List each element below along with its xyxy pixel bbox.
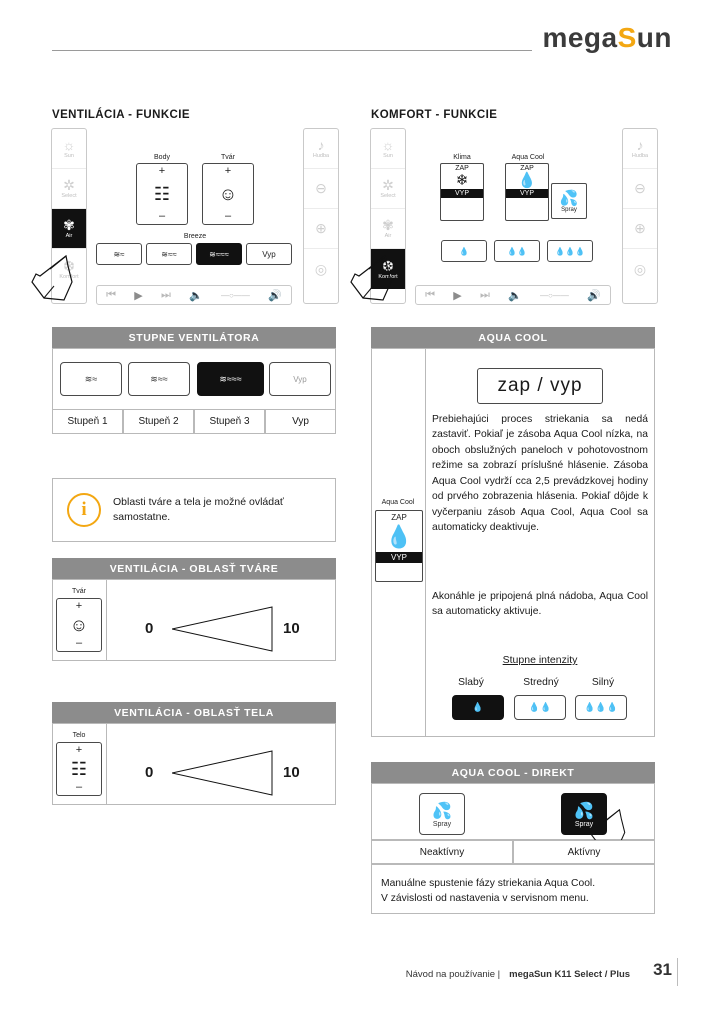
drop-1-icon: 💧	[459, 246, 469, 256]
aux-button-minus[interactable]	[304, 169, 338, 209]
spray-icon: 💦	[574, 802, 594, 820]
volume-down-icon[interactable]: 🔈	[508, 289, 522, 302]
aqua-cool-intensity-title: Stupne intenzity	[502, 654, 578, 666]
volume-up-icon[interactable]: 🔊	[268, 289, 282, 302]
face-area-min: 0	[145, 620, 154, 637]
aqua-cool-side-zap[interactable]: ZAP	[391, 513, 407, 522]
aqua-intensity-1[interactable]	[441, 240, 487, 262]
next-icon[interactable]: ⏭	[160, 288, 171, 301]
fan-level-2-icon: ≋≈≈	[150, 373, 168, 384]
fan-row-label-off: Vyp	[262, 249, 276, 259]
mode-label-komfort: Komfort	[59, 273, 79, 280]
mode-button-select[interactable]	[52, 169, 86, 209]
footer-model: megaSun K11 Select / Plus	[509, 969, 631, 980]
face-plus[interactable]: +	[224, 165, 232, 177]
aqua-cool-level-button-1[interactable]	[452, 695, 504, 720]
aqua-drop-icon: 💧	[517, 172, 537, 189]
r-mode-button-komfort[interactable]	[371, 249, 405, 289]
right-media-bar[interactable]	[415, 285, 611, 305]
body-area-control[interactable]	[56, 742, 102, 796]
fan-stage-label-off: Vyp	[265, 409, 336, 434]
drop-2-icon: 💧💧	[528, 702, 552, 712]
spray-icon: 💦	[432, 802, 452, 820]
fan-level-2-icon: ≋≈≈	[161, 249, 177, 259]
klima-vyp-label[interactable]: VYP	[441, 189, 483, 198]
fan-stage-button-2[interactable]	[128, 362, 190, 396]
volume-slider[interactable]: —○——	[540, 290, 569, 300]
face-area-caption: Tvár	[72, 588, 86, 595]
mode-label-select: Select	[61, 193, 77, 199]
drop-2-icon: 💧💧	[507, 246, 527, 256]
mode-button-komfort[interactable]	[52, 249, 86, 289]
face-area-icon: ☺	[69, 615, 89, 635]
body-minus[interactable]: –	[158, 210, 166, 222]
aux-label-music: Hudba	[312, 153, 330, 159]
body-caption: Body	[154, 154, 170, 161]
brand-un: un	[636, 22, 672, 53]
volume-slider[interactable]: —○——	[221, 290, 250, 300]
aqua-direct-note-line2: V závislosti od nastavenia v servisnom menu.	[381, 893, 589, 904]
fan-stage-button-off[interactable]	[269, 362, 331, 396]
r-mode-label-select: Select	[380, 193, 396, 199]
plus-icon: ⊕	[315, 220, 327, 236]
face-updown-control[interactable]	[202, 163, 254, 225]
right-panel-mode-column	[370, 128, 406, 304]
klima-icon: ❄	[455, 172, 469, 189]
komfort-icon: ❆	[382, 257, 394, 274]
fan-stages-title: STUPNE VENTILÁTORA	[52, 327, 336, 348]
aqua-direct-caption-inactive: Neaktívny	[371, 840, 513, 864]
info-note	[52, 478, 336, 542]
select-icon: ✲	[63, 177, 75, 193]
play-icon[interactable]: ▶	[134, 289, 143, 302]
fan-level-3-icon: ≋≈≈≈	[219, 373, 242, 384]
aqua-cool-divider	[425, 349, 426, 736]
volume-up-icon[interactable]: 🔊	[587, 289, 601, 302]
r-mode-label-komfort: Komfort	[378, 273, 398, 280]
footer	[406, 960, 672, 980]
aqua-cool-side-vyp[interactable]: VYP	[376, 552, 422, 563]
fan-row-button-off[interactable]	[246, 243, 292, 265]
left-column-title: VENTILÁCIA - FUNKCIE	[52, 109, 190, 121]
music-icon: ♪	[317, 137, 325, 153]
aqua-cool-toggle[interactable]	[477, 368, 603, 404]
aqua-direct-title: AQUA COOL - DIREKT	[371, 762, 655, 783]
volume-down-icon[interactable]: 🔈	[189, 289, 203, 302]
fan-level-3-icon: ≋≈≈≈	[209, 249, 229, 259]
r-mode-button-select[interactable]	[371, 169, 405, 209]
aqua-cool-title: AQUA COOL	[371, 327, 655, 348]
r-aux-button-minus[interactable]	[623, 169, 657, 209]
aqua-direct-button-active[interactable]	[561, 793, 607, 835]
mode-label-sun: Sun	[64, 153, 74, 159]
drop-1-icon: 💧	[472, 702, 484, 712]
fan-stage-label-1: Stupeň 1	[52, 409, 123, 434]
fan-row-button-3[interactable]	[196, 243, 242, 265]
fan-level-1-icon: ≋≈	[84, 373, 98, 384]
music-icon: ♪	[636, 137, 644, 153]
aqua-cool-level-button-2[interactable]	[514, 695, 566, 720]
footer-text: Návod na používanie |	[405, 969, 501, 980]
aqua-cool-paragraph-1: Prebiehajúci proces striekania sa nedá zastaviť. Pokiaľ je zásoba Aqua Cool nízka, na oboch obslužných paneloch v pohotovostnom režime sa zobrazí príslušné hlásenie. Zásoba Aqua Cool vydrží cca 2,5 prevádzkovej hodiny od prvého zobrazenia hlásenia. Pokiaľ dôjde k vyčerpaniu zásob Aqua Cool, Aqua Cool sa automaticky deaktivuje.	[432, 414, 648, 534]
aqua-zap-label[interactable]: ZAP	[520, 165, 534, 172]
fan-stage-button-3[interactable]	[197, 362, 264, 396]
aqua-cool-level-button-3[interactable]	[575, 695, 627, 720]
fan-level-1-icon: ≋≈	[113, 249, 125, 259]
left-panel-aux-column	[303, 128, 339, 304]
info-note-text: Oblasti tváre a tela je možné ovládať samostatne.	[113, 495, 284, 523]
prev-icon[interactable]: ⏮	[425, 288, 436, 301]
fan-stage-label-3: Stupeň 3	[194, 409, 265, 434]
klima-zap-label[interactable]: ZAP	[455, 165, 469, 172]
sun-icon: ☼	[62, 137, 76, 153]
minus-icon: ⊖	[315, 180, 327, 196]
r-aux-button-music[interactable]	[623, 129, 657, 169]
aqua-direct-panel	[371, 783, 655, 840]
aux-button-music[interactable]	[304, 129, 338, 169]
brand-logo	[542, 22, 672, 54]
minus-icon: ⊖	[634, 180, 646, 196]
body-updown-control[interactable]	[136, 163, 188, 225]
info-icon: i	[67, 493, 101, 527]
face-area-divider	[106, 580, 107, 660]
drop-3-icon: 💧💧💧	[584, 702, 618, 712]
body-area-max: 10	[283, 764, 300, 781]
right-panel-aux-column	[622, 128, 658, 304]
next-icon[interactable]: ⏭	[479, 288, 490, 301]
brand-mega: mega	[542, 22, 618, 53]
fan-row-button-1[interactable]	[96, 243, 142, 265]
face-area-control[interactable]	[56, 598, 102, 652]
left-panel-mode-column	[51, 128, 87, 304]
aqua-direct-button-inactive[interactable]	[419, 793, 465, 835]
fan-row-button-2[interactable]	[146, 243, 192, 265]
body-area-wedge	[172, 749, 274, 797]
aqua-direct-label-inactive: Spray	[432, 820, 452, 828]
aqua-cool-toggle-label: zap / vyp	[497, 375, 583, 396]
fan-stage-label-2: Stupeň 2	[123, 409, 194, 434]
face-area-minus[interactable]: –	[75, 637, 83, 649]
mode-button-sun[interactable]	[52, 129, 86, 169]
left-media-bar[interactable]	[96, 285, 292, 305]
right-column-title: KOMFORT - FUNKCIE	[371, 109, 498, 121]
face-minus[interactable]: –	[224, 210, 232, 222]
r-aux-button-extra[interactable]	[623, 249, 657, 289]
spray-button[interactable]	[551, 183, 587, 219]
r-aux-label-music: Hudba	[631, 153, 649, 159]
aqua-toggle[interactable]	[505, 163, 549, 221]
aqua-direct-note-line1: Manuálne spustenie fázy striekania Aqua Cool.	[381, 878, 596, 889]
body-area-plus[interactable]: +	[75, 744, 83, 756]
face-area-max: 10	[283, 620, 300, 637]
klima-toggle[interactable]	[440, 163, 484, 221]
face-area-plus[interactable]: +	[75, 600, 83, 612]
body-area-minus[interactable]: –	[75, 781, 83, 793]
komfort-icon: ❆	[63, 257, 75, 274]
fan-icon: ✾	[63, 217, 75, 233]
aux-button-extra[interactable]	[304, 249, 338, 289]
body-area-icon: ☷	[70, 759, 88, 779]
aqua-cool-level-label-2: Stredný	[523, 677, 559, 688]
spray-label: Spray	[561, 206, 577, 213]
drop-3-icon: 💧💧💧	[555, 246, 585, 256]
r-aux-button-plus[interactable]	[623, 209, 657, 249]
aqua-cool-level-label-1: Slabý	[458, 677, 484, 688]
body-area-min: 0	[145, 764, 154, 781]
page-number: 31	[653, 960, 672, 979]
aqua-cool-side-toggle[interactable]	[375, 510, 423, 582]
footer-rule	[677, 958, 678, 986]
fan-icon: ✾	[382, 217, 394, 233]
aux-button-plus[interactable]	[304, 209, 338, 249]
circle-icon: ◎	[314, 260, 328, 277]
brand-s: S	[617, 22, 637, 53]
body-area-caption: Telo	[72, 732, 86, 739]
aqua-intensity-3[interactable]	[547, 240, 593, 262]
play-icon[interactable]: ▶	[453, 289, 462, 302]
r-mode-button-sun[interactable]	[371, 129, 405, 169]
breeze-caption: Breeze	[183, 233, 207, 240]
aqua-vyp-label[interactable]: VYP	[506, 189, 548, 198]
face-icon: ☺	[218, 184, 238, 204]
mode-label-air: Air	[65, 233, 73, 239]
prev-icon[interactable]: ⏮	[106, 288, 117, 301]
r-mode-label-sun: Sun	[383, 153, 393, 159]
select-icon: ✲	[382, 177, 394, 193]
circle-icon: ◎	[633, 260, 647, 277]
klima-caption: Klima	[453, 154, 471, 161]
body-area-divider	[106, 724, 107, 804]
body-plus[interactable]: +	[158, 165, 166, 177]
face-area-title: VENTILÁCIA - OBLASŤ TVÁRE	[52, 558, 336, 579]
face-caption: Tvár	[221, 154, 235, 161]
mode-button-air[interactable]	[52, 209, 86, 249]
face-area-wedge	[172, 605, 274, 653]
r-mode-button-air[interactable]	[371, 209, 405, 249]
body-area-title: VENTILÁCIA - OBLASŤ TELA	[52, 702, 336, 723]
fan-stage-button-1[interactable]	[60, 362, 122, 396]
aqua-cool-level-label-3: Silný	[591, 677, 615, 688]
aqua-intensity-2[interactable]	[494, 240, 540, 262]
aqua-direct-caption-active: Aktívny	[513, 840, 655, 864]
spray-icon: 💦	[559, 189, 579, 207]
fan-stage-off-text: Vyp	[293, 374, 307, 384]
r-mode-label-air: Air	[384, 233, 392, 239]
aqua-caption: Aqua Cool	[511, 154, 545, 161]
aqua-direct-label-active: Spray	[574, 820, 594, 828]
header-rule	[52, 50, 532, 51]
aqua-cool-paragraph-2: Akonáhle je pripojená plná nádoba, Aqua Cool sa automaticky aktivuje.	[432, 591, 648, 618]
body-icon: ☷	[153, 184, 171, 204]
plus-icon: ⊕	[634, 220, 646, 236]
sun-icon: ☼	[381, 137, 395, 153]
aqua-cool-side-icon: 💧	[385, 524, 413, 549]
aqua-cool-side-caption: Aqua Cool	[381, 499, 415, 506]
